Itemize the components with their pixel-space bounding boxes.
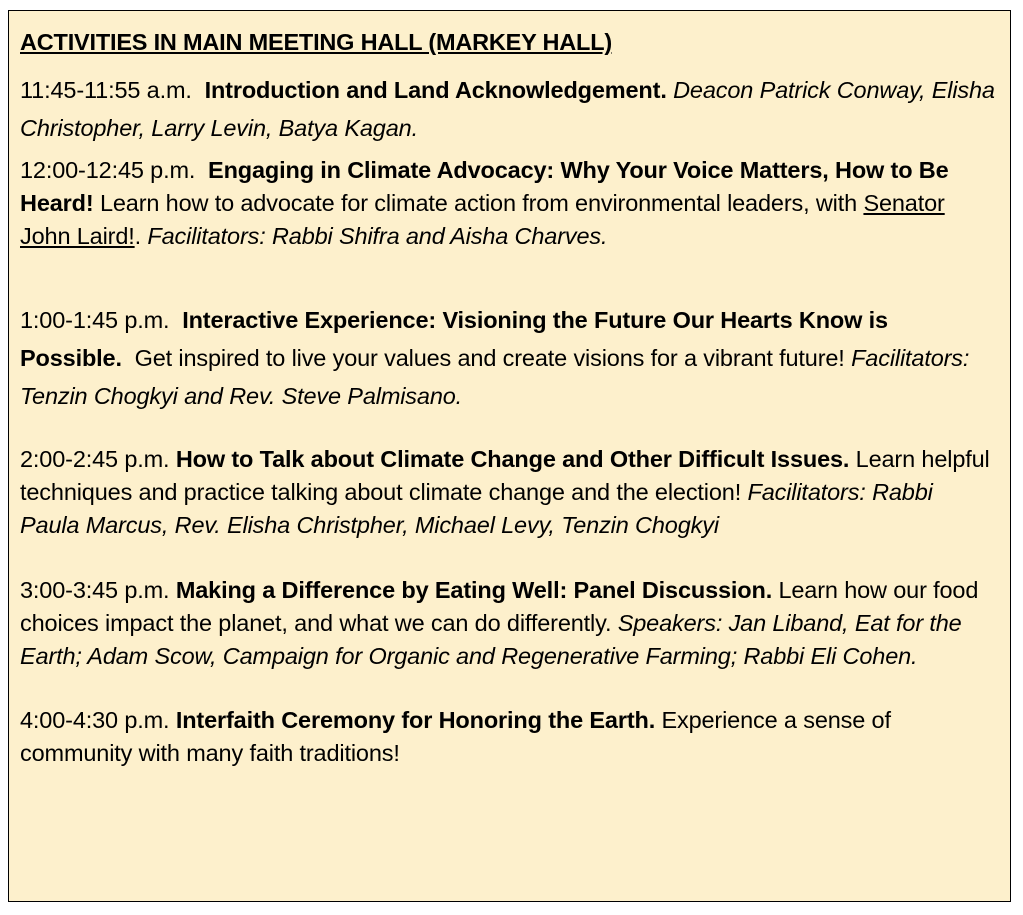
item-time: 1:00-1:45 p.m.: [20, 307, 170, 333]
item-description: Learn how our food choices impact the planet, and what we can do differently.: [20, 577, 979, 636]
item-title: Interfaith Ceremony for Honoring the Earth.: [175, 707, 656, 733]
item-people: Facilitators: Rabbi Shifra and Aisha Charves.: [147, 223, 608, 249]
item-description: Experience a sense of community with many faith traditions!: [20, 707, 891, 766]
schedule-panel: [8, 10, 1011, 902]
item-people: Facilitators: Tenzin Chogkyi and Rev. Steve Palmisano.: [20, 345, 970, 409]
schedule-item: [20, 71, 998, 147]
schedule-item: [20, 704, 998, 770]
item-title: How to Talk about Climate Change and Other Difficult Issues.: [175, 446, 850, 472]
item-title: Introduction and Land Acknowledgement.: [204, 77, 667, 103]
item-title: Interactive Experience: Visioning the Future Our Hearts Know is Possible.: [20, 307, 888, 371]
item-time: 3:00-3:45 p.m.: [20, 577, 170, 603]
item-people: Speakers: Jan Liband, Eat for the Earth; Adam Scow, Campaign for Organic and Regenerative Farming; Rabbi Eli Cohen.: [20, 610, 962, 669]
item-title: Engaging in Climate Advocacy: Why Your Voice Matters, How to Be Heard!: [20, 157, 949, 216]
schedule-item: [20, 574, 998, 673]
item-time: 12:00-12:45 p.m.: [20, 157, 196, 183]
item-description: Learn helpful techniques and practice talking about climate change and the election!: [20, 446, 990, 505]
item-people: Facilitators: Rabbi Paula Marcus, Rev. Elisha Christpher, Michael Levy, Tenzin Chogkyi: [20, 479, 933, 538]
item-time: 2:00-2:45 p.m.: [20, 446, 170, 472]
schedule-heading: ACTIVITIES IN MAIN MEETING HALL (MARKEY HALL): [20, 29, 612, 55]
item-description: Get inspired to live your values and create visions for a vibrant future!: [134, 345, 845, 371]
schedule-item: [20, 301, 998, 415]
item-title: Making a Difference by Eating Well: Panel Discussion.: [175, 577, 773, 603]
item-description: Learn how to advocate for climate action from environmental leaders, with: [99, 190, 858, 216]
item-time: 4:00-4:30 p.m.: [20, 707, 170, 733]
schedule-item: [20, 154, 998, 253]
schedule-item: [20, 443, 998, 542]
item-time: 11:45-11:55 a.m.: [20, 77, 192, 103]
senator-link[interactable]: Senator John Laird!: [20, 190, 945, 249]
item-punctuation: .: [134, 223, 142, 249]
item-people: Deacon Patrick Conway, Elisha Christopher, Larry Levin, Batya Kagan.: [20, 77, 995, 141]
